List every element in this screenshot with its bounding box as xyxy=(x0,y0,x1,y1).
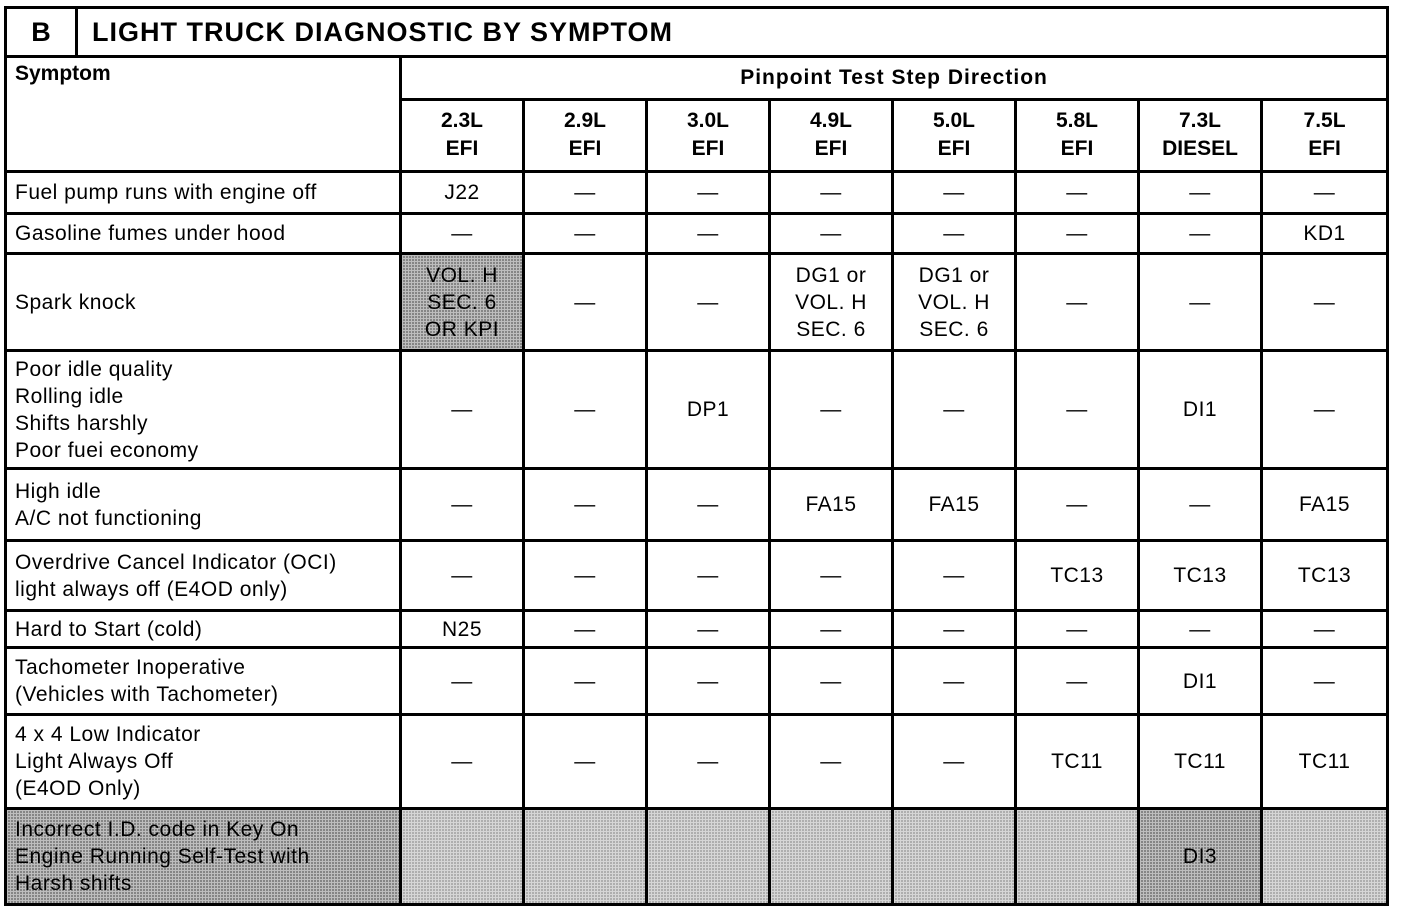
not-applicable-dash: — xyxy=(697,222,719,245)
test-step-text: VOL. H xyxy=(795,290,867,314)
test-step-text: VOL. H xyxy=(918,290,990,314)
symptom-text: Overdrive Cancel Indicator (OCI) xyxy=(15,550,337,574)
test-step-cell xyxy=(770,648,893,715)
symptom-cell xyxy=(6,214,401,254)
not-applicable-dash: — xyxy=(1313,181,1336,204)
engine-column-header xyxy=(1139,99,1262,171)
test-step-cell xyxy=(893,715,1016,809)
test-step-text: OR KPI xyxy=(424,317,500,341)
test-step-cell xyxy=(401,809,524,905)
test-step-text: N25 xyxy=(441,617,483,641)
test-step-text: FA15 xyxy=(805,493,857,516)
not-applicable-dash: — xyxy=(574,669,596,693)
test-step-cell xyxy=(524,611,647,648)
not-applicable-dash: — xyxy=(820,222,842,245)
engine-size: 4.9L xyxy=(809,109,853,133)
engine-column-header xyxy=(1016,99,1139,171)
not-applicable-dash: — xyxy=(1066,290,1088,314)
not-applicable-dash: — xyxy=(1189,181,1211,204)
not-applicable-dash: — xyxy=(1066,222,1088,245)
test-step-cell xyxy=(1262,715,1388,809)
symptom-text: Incorrect I.D. code in Key On xyxy=(15,818,300,841)
not-applicable-dash: — xyxy=(943,181,965,204)
test-step-cell xyxy=(524,214,647,254)
symptom-row xyxy=(6,541,1388,611)
not-applicable-dash: — xyxy=(1313,669,1336,693)
not-applicable-dash: — xyxy=(1313,398,1336,421)
symptom-text: (Vehicles with Tachometer) xyxy=(15,683,279,706)
not-applicable-dash: — xyxy=(451,493,473,516)
symptom-text: Spark knock xyxy=(15,290,137,314)
test-step-cell xyxy=(1016,611,1139,648)
test-step-text: DG1 or xyxy=(918,263,990,287)
symptom-text: Light Always Off xyxy=(15,750,174,773)
engine-type: EFI xyxy=(1308,137,1341,161)
engine-size: 5.0L xyxy=(932,109,976,133)
engine-type: EFI xyxy=(937,137,971,161)
group-header-row xyxy=(6,57,1388,100)
test-step-text: TC13 xyxy=(1297,564,1352,587)
diagnostic-table xyxy=(4,6,1389,906)
test-step-cell xyxy=(401,611,524,648)
section-letter: B xyxy=(7,9,78,55)
not-applicable-dash: — xyxy=(574,290,596,314)
test-step-cell xyxy=(1139,214,1262,254)
test-step-cell xyxy=(1262,172,1388,214)
test-step-cell xyxy=(1139,254,1262,351)
symptom-row xyxy=(6,809,1388,905)
not-applicable-dash: — xyxy=(820,181,842,204)
not-applicable-dash: — xyxy=(697,617,719,641)
not-applicable-dash: — xyxy=(1066,398,1088,421)
test-step-cell xyxy=(1016,469,1139,541)
test-step-cell xyxy=(1262,648,1388,715)
test-step-cell xyxy=(770,541,893,611)
not-applicable-dash: — xyxy=(1189,493,1211,516)
symptom-cell xyxy=(6,351,401,469)
symptom-row xyxy=(6,469,1388,541)
test-step-text: VOL. H xyxy=(426,263,498,287)
not-applicable-dash: — xyxy=(451,222,473,245)
test-step-cell xyxy=(1016,648,1139,715)
test-step-cell xyxy=(1139,809,1262,905)
test-step-cell xyxy=(401,541,524,611)
not-applicable-dash: — xyxy=(451,669,473,693)
symptom-text: Harsh shifts xyxy=(15,872,132,895)
test-step-cell xyxy=(401,469,524,541)
not-applicable-dash: — xyxy=(820,750,842,773)
symptom-cell xyxy=(6,541,401,611)
engine-column-header xyxy=(524,99,647,171)
symptom-text: Rolling idle xyxy=(15,384,124,408)
not-applicable-dash: — xyxy=(820,564,842,587)
symptom-text: 4 x 4 Low Indicator xyxy=(15,723,201,746)
symptom-text: Poor idle quality xyxy=(15,357,173,381)
test-step-cell xyxy=(524,254,647,351)
not-applicable-dash: — xyxy=(1189,617,1211,641)
not-applicable-dash: — xyxy=(697,669,719,693)
not-applicable-dash: — xyxy=(451,750,473,773)
test-step-cell xyxy=(1016,541,1139,611)
symptom-text: Shifts harshly xyxy=(15,411,149,435)
engine-column-header xyxy=(770,99,893,171)
test-step-cell xyxy=(1139,172,1262,214)
test-step-text: KD1 xyxy=(1303,222,1346,245)
not-applicable-dash: — xyxy=(943,222,965,245)
test-step-cell xyxy=(401,351,524,469)
test-step-cell xyxy=(893,254,1016,351)
engine-type: DIESEL xyxy=(1162,137,1238,161)
test-step-cell xyxy=(1139,715,1262,809)
test-step-text: DI3 xyxy=(1182,845,1218,868)
not-applicable-dash: — xyxy=(1313,617,1336,641)
test-step-text: SEC. 6 xyxy=(919,317,989,341)
not-applicable-dash: — xyxy=(943,750,965,773)
not-applicable-dash: — xyxy=(1066,669,1088,693)
test-step-cell xyxy=(1016,214,1139,254)
symptom-rows xyxy=(6,172,1388,905)
test-step-cell xyxy=(1139,611,1262,648)
symptom-row xyxy=(6,172,1388,214)
test-step-cell xyxy=(647,715,770,809)
test-step-cell xyxy=(647,809,770,905)
test-step-cell xyxy=(647,172,770,214)
test-step-cell xyxy=(770,469,893,541)
engine-size: 5.8L xyxy=(1055,109,1099,133)
test-step-text: TC11 xyxy=(1174,750,1226,773)
symptom-text: High idle xyxy=(15,479,102,503)
test-step-text: FA15 xyxy=(1299,493,1351,516)
test-step-cell xyxy=(1262,351,1388,469)
test-step-cell xyxy=(524,172,647,214)
not-applicable-dash: — xyxy=(1066,181,1088,204)
symptom-row xyxy=(6,254,1388,351)
symptom-cell xyxy=(6,469,401,541)
test-step-cell xyxy=(524,541,647,611)
not-applicable-dash: — xyxy=(697,493,719,516)
test-step-text: DI1 xyxy=(1182,398,1218,421)
test-step-cell xyxy=(893,648,1016,715)
not-applicable-dash: — xyxy=(943,564,965,587)
test-step-cell xyxy=(1262,809,1388,905)
engine-column-header xyxy=(893,99,1016,171)
symptom-header: Symptom xyxy=(6,57,401,172)
test-step-cell xyxy=(1262,254,1388,351)
test-step-cell xyxy=(647,214,770,254)
test-step-cell xyxy=(401,172,524,214)
not-applicable-dash: — xyxy=(697,750,719,773)
not-applicable-dash: — xyxy=(820,398,842,421)
test-step-cell xyxy=(893,351,1016,469)
engine-type: EFI xyxy=(691,137,725,161)
test-step-text: TC11 xyxy=(1298,750,1351,773)
test-step-text: DG1 or xyxy=(795,263,867,287)
not-applicable-dash: — xyxy=(943,617,965,641)
not-applicable-dash: — xyxy=(943,398,965,421)
test-step-cell xyxy=(401,648,524,715)
test-step-cell xyxy=(770,214,893,254)
symptom-text: (E4OD Only) xyxy=(15,777,141,800)
not-applicable-dash: — xyxy=(574,398,596,421)
test-step-text: TC13 xyxy=(1050,564,1104,587)
test-step-cell xyxy=(893,214,1016,254)
symptom-cell xyxy=(6,715,401,809)
test-step-cell xyxy=(770,809,893,905)
symptom-row xyxy=(6,611,1388,648)
symptom-text: Fuel pump runs with engine off xyxy=(15,181,317,204)
test-step-text: J22 xyxy=(444,181,480,204)
not-applicable-dash: — xyxy=(574,181,596,204)
symptom-cell xyxy=(6,809,401,905)
test-step-text: TC11 xyxy=(1051,750,1103,773)
symptom-cell xyxy=(6,254,401,351)
symptom-row xyxy=(6,648,1388,715)
not-applicable-dash: — xyxy=(574,222,596,245)
symptom-cell xyxy=(6,648,401,715)
not-applicable-dash: — xyxy=(820,669,842,693)
test-step-cell xyxy=(1262,469,1388,541)
test-step-cell xyxy=(1016,254,1139,351)
not-applicable-dash: — xyxy=(451,398,473,421)
test-step-cell xyxy=(893,809,1016,905)
test-step-cell xyxy=(647,254,770,351)
engine-size: 7.3L xyxy=(1178,109,1222,133)
test-step-cell xyxy=(401,715,524,809)
test-step-cell xyxy=(770,715,893,809)
test-step-cell xyxy=(524,648,647,715)
symptom-cell xyxy=(6,172,401,214)
diagnostic-chart xyxy=(4,6,1386,906)
engine-type: EFI xyxy=(445,137,479,161)
test-step-cell xyxy=(647,469,770,541)
test-step-text: FA15 xyxy=(928,493,980,516)
test-step-cell xyxy=(770,611,893,648)
not-applicable-dash: — xyxy=(697,564,719,587)
symptom-cell xyxy=(6,611,401,648)
test-step-cell xyxy=(524,351,647,469)
engine-size: 2.3L xyxy=(440,109,484,133)
test-step-cell xyxy=(1016,809,1139,905)
test-step-text: TC13 xyxy=(1173,564,1227,587)
engine-type: EFI xyxy=(1060,137,1094,161)
test-step-cell xyxy=(1139,541,1262,611)
symptom-text: A/C not functioning xyxy=(15,506,202,530)
pinpoint-header: Pinpoint Test Step Direction xyxy=(401,57,1388,100)
test-step-text: DP1 xyxy=(686,398,730,421)
not-applicable-dash: — xyxy=(1189,290,1211,314)
test-step-cell xyxy=(893,541,1016,611)
test-step-cell xyxy=(1139,469,1262,541)
engine-column-header xyxy=(1262,99,1388,171)
test-step-cell xyxy=(893,172,1016,214)
test-step-cell xyxy=(893,611,1016,648)
test-step-cell xyxy=(1016,715,1139,809)
chart-title: LIGHT TRUCK DIAGNOSTIC BY SYMPTOM xyxy=(92,16,674,47)
engine-type: EFI xyxy=(568,137,602,161)
test-step-cell xyxy=(1139,648,1262,715)
symptom-text: Poor fuei economy xyxy=(15,438,199,462)
test-step-cell xyxy=(647,351,770,469)
test-step-text: SEC. 6 xyxy=(427,290,497,314)
not-applicable-dash: — xyxy=(574,564,596,587)
not-applicable-dash: — xyxy=(574,617,596,641)
engine-type: EFI xyxy=(814,137,848,161)
not-applicable-dash: — xyxy=(1066,617,1088,641)
not-applicable-dash: — xyxy=(574,750,596,773)
test-step-cell xyxy=(770,351,893,469)
not-applicable-dash: — xyxy=(1066,493,1088,516)
symptom-text: Gasoline fumes under hood xyxy=(15,222,286,245)
not-applicable-dash: — xyxy=(697,290,719,314)
not-applicable-dash: — xyxy=(820,617,842,641)
test-step-cell xyxy=(401,254,524,351)
test-step-cell xyxy=(647,611,770,648)
test-step-cell xyxy=(1016,351,1139,469)
test-step-text: SEC. 6 xyxy=(796,317,866,341)
engine-size: 7.5L xyxy=(1303,109,1346,133)
title-row xyxy=(6,8,1388,57)
test-step-cell xyxy=(770,172,893,214)
symptom-text: light always off (E4OD only) xyxy=(15,577,288,601)
symptom-row xyxy=(6,351,1388,469)
test-step-cell xyxy=(893,469,1016,541)
engine-size: 2.9L xyxy=(563,109,607,133)
symptom-text: Hard to Start (cold) xyxy=(15,617,203,641)
test-step-cell xyxy=(1016,172,1139,214)
test-step-cell xyxy=(1262,611,1388,648)
test-step-cell xyxy=(524,809,647,905)
test-step-cell xyxy=(647,648,770,715)
not-applicable-dash: — xyxy=(1313,290,1336,314)
symptom-text: Tachometer Inoperative xyxy=(15,656,246,679)
test-step-cell xyxy=(524,469,647,541)
test-step-cell xyxy=(524,715,647,809)
test-step-text: DI1 xyxy=(1182,669,1218,693)
not-applicable-dash: — xyxy=(943,669,965,693)
test-step-cell xyxy=(770,254,893,351)
test-step-cell xyxy=(1262,214,1388,254)
not-applicable-dash: — xyxy=(451,564,473,587)
test-step-cell xyxy=(1139,351,1262,469)
engine-column-header xyxy=(647,99,770,171)
not-applicable-dash: — xyxy=(1189,222,1211,245)
test-step-cell xyxy=(647,541,770,611)
engine-column-header xyxy=(401,99,524,171)
not-applicable-dash: — xyxy=(697,181,719,204)
symptom-row xyxy=(6,715,1388,809)
test-step-cell xyxy=(401,214,524,254)
not-applicable-dash: — xyxy=(574,493,596,516)
symptom-row xyxy=(6,214,1388,254)
test-step-cell xyxy=(1262,541,1388,611)
engine-size: 3.0L xyxy=(686,109,730,133)
symptom-text: Engine Running Self-Test with xyxy=(15,845,310,868)
